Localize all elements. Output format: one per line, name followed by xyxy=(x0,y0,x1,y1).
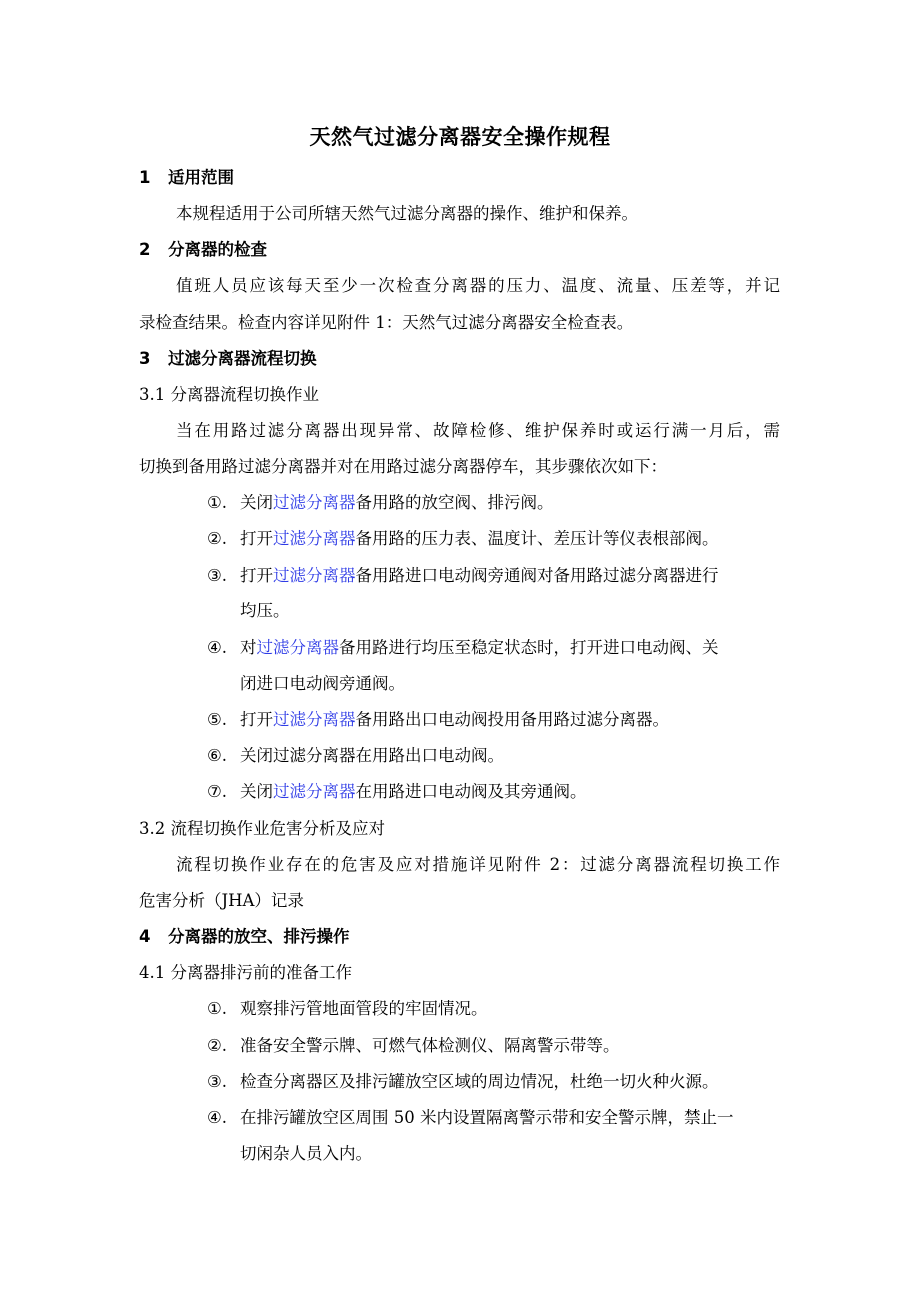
step-item xyxy=(207,744,504,768)
jha-paragraph-line-1: 流程切换作业存在的危害及应对措施详见附件 2：过滤分离器流程切换工作 xyxy=(176,855,780,874)
step-item xyxy=(207,1106,734,1130)
section-title: 过滤分离器流程切换 xyxy=(168,349,317,368)
section-1-heading xyxy=(139,166,234,190)
step-link[interactable]: 过滤分离器 xyxy=(273,529,356,548)
document-title: 天然气过滤分离器安全操作规程 xyxy=(309,125,611,149)
step-item xyxy=(207,564,719,588)
step-marker: ①. xyxy=(207,493,228,512)
step-text: 打开 xyxy=(240,566,273,585)
step-text: 在用路进口电动阀及其旁通阀。 xyxy=(355,782,587,801)
step-item xyxy=(207,527,719,551)
step-text: 对 xyxy=(240,638,257,657)
section-title: 分离器的放空、排污操作 xyxy=(168,927,350,946)
step-text: 备用路的放空阀、排污阀。 xyxy=(355,493,554,512)
section-2-heading xyxy=(139,238,267,262)
step-item xyxy=(207,780,587,804)
step-text: 备用路出口电动阀投用备用路过滤分离器。 xyxy=(355,710,669,729)
subsection-3-1-heading: 3.1 分离器流程切换作业 xyxy=(139,385,319,404)
section-3-intro-line-1: 当在用路过滤分离器出现异常、故障检修、维护保养时或运行满一月后，需 xyxy=(176,421,780,440)
step-text: 在排污罐放空区周围 50 米内设置隔离警示带和安全警示牌，禁止一 xyxy=(240,1108,734,1127)
section-2-paragraph-line-2: 录检查结果。检查内容详见附件 1：天然气过滤分离器安全检查表。 xyxy=(139,313,634,332)
subsection-3-2-heading: 3.2 流程切换作业危害分析及应对 xyxy=(139,819,385,838)
step-text: 备用路的压力表、温度计、差压计等仪表根部阀。 xyxy=(355,529,719,548)
step-link[interactable]: 过滤分离器 xyxy=(273,782,356,801)
section-number: 3 xyxy=(139,349,151,368)
step-link[interactable]: 过滤分离器 xyxy=(273,710,356,729)
section-number: 1 xyxy=(139,168,151,187)
step-item xyxy=(207,1070,719,1094)
step-link[interactable]: 过滤分离器 xyxy=(273,493,356,512)
step-marker: ④. xyxy=(207,638,228,657)
step-marker: ⑦. xyxy=(207,782,228,801)
step-item xyxy=(207,1034,620,1058)
section-number: 2 xyxy=(139,240,151,259)
section-4-heading xyxy=(139,925,350,949)
section-3-intro-line-2: 切换到备用路过滤分离器并对在用路过滤分离器停车，其步骤依次如下： xyxy=(139,457,667,476)
step-marker: ④. xyxy=(207,1108,228,1127)
step-continuation: 切闲杂人员入内。 xyxy=(240,1144,372,1163)
step-text: 关闭 xyxy=(240,493,273,512)
step-text: 观察排污管地面管段的牢固情况。 xyxy=(240,999,488,1018)
step-text: 检查分离器区及排污罐放空区域的周边情况，杜绝一切火种火源。 xyxy=(240,1072,719,1091)
step-item xyxy=(207,491,554,515)
step-marker: ⑥. xyxy=(207,746,228,765)
step-link[interactable]: 过滤分离器 xyxy=(273,566,356,585)
step-continuation: 闭进口电动阀旁通阀。 xyxy=(240,674,405,693)
step-text: 打开 xyxy=(240,710,273,729)
step-marker: ③. xyxy=(207,566,228,585)
jha-paragraph-line-2: 危害分析（JHA）记录 xyxy=(139,891,304,910)
step-marker: ②. xyxy=(207,529,228,548)
step-text: 备用路进口电动阀旁通阀对备用路过滤分离器进行 xyxy=(355,566,719,585)
step-marker: ③. xyxy=(207,1072,228,1091)
section-3-heading xyxy=(139,347,317,371)
step-text: 备用路进行均压至稳定状态时，打开进口电动阀、关 xyxy=(339,638,719,657)
step-continuation: 均压。 xyxy=(240,601,290,620)
section-number: 4 xyxy=(139,927,151,946)
step-marker: ⑤. xyxy=(207,710,228,729)
step-text: 打开 xyxy=(240,529,273,548)
step-item xyxy=(207,997,488,1021)
section-2-paragraph-line-1: 值班人员应该每天至少一次检查分离器的压力、温度、流量、压差等，并记 xyxy=(176,276,780,295)
step-item xyxy=(207,636,719,660)
step-text: 准备安全警示牌、可燃气体检测仪、隔离警示带等。 xyxy=(240,1036,620,1055)
section-title: 分离器的检查 xyxy=(168,240,267,259)
step-link[interactable]: 过滤分离器 xyxy=(256,638,339,657)
step-text: 关闭过滤分离器在用路出口电动阀。 xyxy=(240,746,504,765)
section-1-paragraph: 本规程适用于公司所辖天然气过滤分离器的操作、维护和保养。 xyxy=(176,204,638,223)
subsection-4-1-heading: 4.1 分离器排污前的准备工作 xyxy=(139,963,352,982)
step-item xyxy=(207,708,669,732)
step-marker: ①. xyxy=(207,999,228,1018)
step-marker: ②. xyxy=(207,1036,228,1055)
step-text: 关闭 xyxy=(240,782,273,801)
section-title: 适用范围 xyxy=(168,168,234,187)
